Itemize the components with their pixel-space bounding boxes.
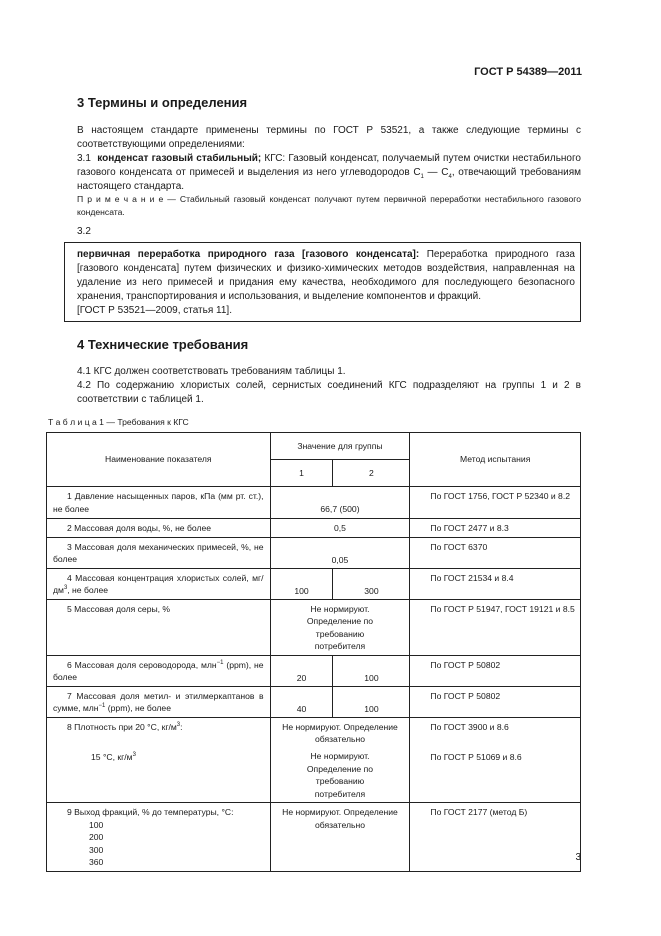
table-row: 8 Плотность при 20 °С, $кг/м^3$: Не нормируют. Определение обязательно По ГОСТ 3900 и 8.6 (47, 717, 581, 748)
term-3-2-number: 3.2 (77, 226, 91, 237)
clause-4-2: 4.2 По содержанию хлористых солей, сернистых соединений КГС подразделяют на группы 1 и 2 в соответствии с таблицей 1. (77, 380, 581, 405)
term-3-1-note: П р и м е ч а н и е — Стабильный газовый конденсат получают путем первичной переработки нестабильного газового конденсата. (77, 194, 582, 217)
table-row: 5 Массовая доля серы, % Не нормируют. Определение по требованию потребителя По ГОСТ Р 51947, ГОСТ 19121 и 8.5 (47, 599, 581, 655)
header-indicator-name: Наименование показателя (47, 433, 271, 487)
section-3-title: 3 Термины и определения (77, 95, 248, 110)
term-3-2-reference: [ГОСТ Р 53521—2009, статья 11]. (77, 305, 232, 316)
term-3-2-frame (64, 242, 581, 322)
header-group-value: Значение для группы (270, 433, 410, 460)
table-row: 7 Массовая доля метил- и этилмеркаптанов в сумме, млн$^{-1}$ (ppm), не более 40 100 По ГОСТ Р 50802 (47, 686, 581, 717)
term-3-2: первичная переработка природного газа [газового конденсата]: Переработка природного газа [газового конденсата] путем физических и физико-химических методов воздействия, направленная на удаление из него примесей и придания ему качества, необходимого для последующего безопасного хранения, транспортирования и использования, и выделение компонентов и фракций. (77, 249, 575, 302)
table-caption: Т а б л и ц а 1 — Требования к КГС (48, 417, 189, 427)
section-3-intro: В настоящем стандарте применены термины по ГОСТ Р 53521, а также следующие термины с соответствующими определениями: (77, 125, 581, 150)
table-row: 4 Массовая концентрация хлористых солей, $мг/дм^3$, не более 100 300 По ГОСТ 21534 и 8.4 (47, 568, 581, 599)
header-group-1: 1 (270, 460, 333, 487)
requirements-table (46, 432, 581, 872)
term-3-1: 3.1 конденсат газовый стабильный; КГС: Газовый конденсат, получаемый путем очистки нестабильного газового конденсата от примесей и выделения из него углеводородов $С_1$ — $С_4$, отвечающий требованиям настоящего стандарта. (77, 153, 581, 192)
term-3-1-name: конденсат газовый стабильный; (97, 153, 262, 164)
clause-4-1: 4.1 КГС должен соответствовать требованиям таблицы 1. (77, 366, 346, 377)
table-row: 9 Выход фракций, % до температуры, °С: 100 200 300 360 Не нормируют. Определение обязательно По ГОСТ 2177 (метод Б) (47, 803, 581, 872)
table-row: 3 Массовая доля механических примесей, %, не более 0,05 По ГОСТ 6370 (47, 537, 581, 568)
table-row: 1 Давление насыщенных паров, кПа (мм рт. ст.), не более 66,7 (500) По ГОСТ 1756, ГОСТ Р 52340 и 8.2 (47, 487, 581, 519)
page-number: 3 (575, 852, 581, 863)
table-row: 15 °С, $кг/м^3$ Не нормируют. Определение по требованию потребителя По ГОСТ Р 51069 и 8.6 (47, 748, 581, 803)
table-row: 2 Массовая доля воды, %, не более 0,5 По ГОСТ 2477 и 8.3 (47, 519, 581, 538)
section-4-title: 4 Технические требования (77, 337, 249, 352)
term-3-2-name: первичная переработка природного газа [газового конденсата]: (77, 249, 420, 260)
document-id: ГОСТ Р 54389—2011 (474, 66, 582, 78)
table-row: 6 Массовая доля сероводорода, млн$^{-1}$ (ppm), не более 20 100 По ГОСТ Р 50802 (47, 655, 581, 686)
header-test-method: Метод испытания (410, 433, 581, 487)
header-group-2: 2 (333, 460, 410, 487)
